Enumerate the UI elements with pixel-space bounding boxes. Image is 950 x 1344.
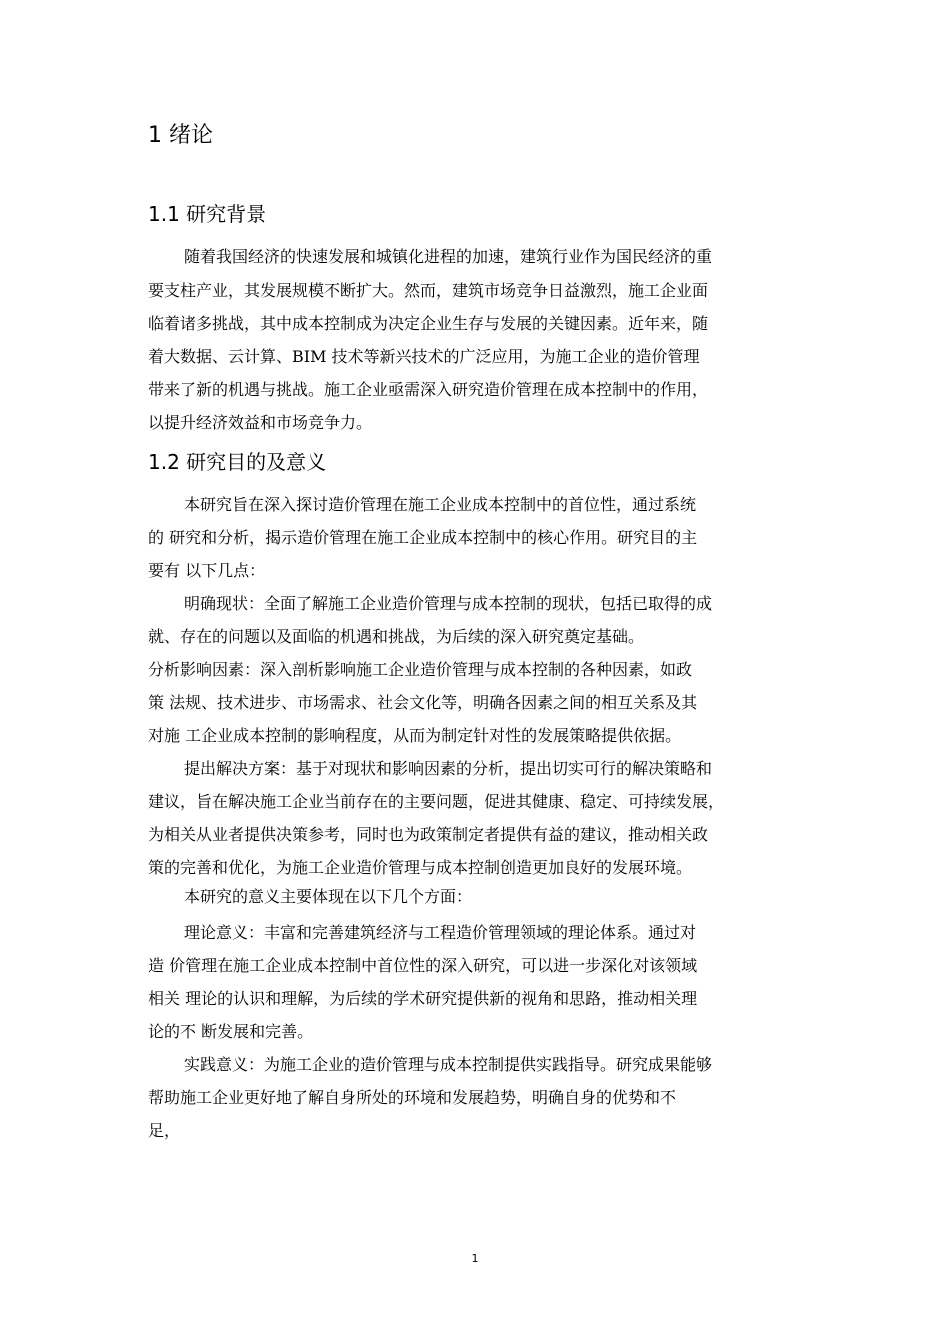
paragraph-line: 造 价管理在施工企业成本控制中首位性的深入研究，可以进一步深化对该领域 xyxy=(148,956,698,975)
paragraph-line: 的 研究和分析，揭示造价管理在施工企业成本控制中的核心作用。研究目的主 xyxy=(148,528,698,547)
paragraph-line: 分析影响因素：深入剖析影响施工企业造价管理与成本控制的各种因素，如政 xyxy=(148,660,693,679)
paragraph-line: 对施 工企业成本控制的影响程度，从而为制定针对性的发展策略提供依据。 xyxy=(148,726,682,745)
paragraph-line: 带来了新的机遇与挑战。施工企业亟需深入研究造价管理在成本控制中的作用， xyxy=(148,380,709,399)
paragraph-line: 足， xyxy=(148,1121,181,1140)
paragraph-line: 帮助施工企业更好地了解自身所处的环境和发展趋势，明确自身的优势和不 xyxy=(148,1088,677,1107)
paragraph-line: 提出解决方案：基于对现状和影响因素的分析，提出切实可行的解决策略和 xyxy=(184,759,713,778)
paragraph-line: 要支柱产业，其发展规模不断扩大。然而，建筑市场竞争日益激烈，施工企业面 xyxy=(148,281,709,300)
paragraph-line: 随着我国经济的快速发展和城镇化进程的加速，建筑行业作为国民经济的重 xyxy=(184,247,713,266)
paragraph-line: 策的完善和优化，为施工企业造价管理与成本控制创造更加良好的发展环境。 xyxy=(148,858,693,877)
paragraph-line: 以提升经济效益和市场竞争力。 xyxy=(148,413,373,432)
paragraph-line: 为相关从业者提供决策参考，同时也为政策制定者提供有益的建议，推动相关政 xyxy=(148,825,709,844)
paragraph-line: 本研究的意义主要体现在以下几个方面： xyxy=(184,887,473,906)
paragraph-line: 论的不 断发展和完善。 xyxy=(148,1022,314,1041)
paragraph-line: 明确现状：全面了解施工企业造价管理与成本控制的现状，包括已取得的成 xyxy=(184,594,713,613)
paragraph-line: 就、存在的问题以及面临的机遇和挑战，为后续的深入研究奠定基础。 xyxy=(148,627,645,646)
paragraph-line: 本研究旨在深入探讨造价管理在施工企业成本控制中的首位性，通过系统 xyxy=(184,495,697,514)
page-number: 1 xyxy=(471,1252,479,1265)
paragraph-line: 要有 以下几点： xyxy=(148,561,266,580)
paragraph-line: 策 法规、技术进步、市场需求、社会文化等，明确各因素之间的相互关系及其 xyxy=(148,693,698,712)
paragraph-line: 临着诸多挑战，其中成本控制成为决定企业生存与发展的关键因素。近年来，随 xyxy=(148,314,709,333)
paragraph-line: 建议，旨在解决施工企业当前存在的主要问题，促进其健康、稳定、可持续发展， xyxy=(148,792,725,811)
section-heading-purpose: 1.2 研究目的及意义 xyxy=(148,450,327,474)
section-heading-background: 1.1 研究背景 xyxy=(148,202,267,226)
paragraph-line: 理论意义：丰富和完善建筑经济与工程造价管理领域的理论体系。通过对 xyxy=(184,923,697,942)
paragraph-line: 着大数据、云计算、BIM 技术等新兴技术的广泛应用，为施工企业的造价管理 xyxy=(148,347,700,366)
paragraph-line: 相关 理论的认识和理解，为后续的学术研究提供新的视角和思路，推动相关理 xyxy=(148,989,698,1008)
paragraph-line: 实践意义：为施工企业的造价管理与成本控制提供实践指导。研究成果能够 xyxy=(184,1055,713,1074)
chapter-heading: 1 绪论 xyxy=(148,123,213,148)
